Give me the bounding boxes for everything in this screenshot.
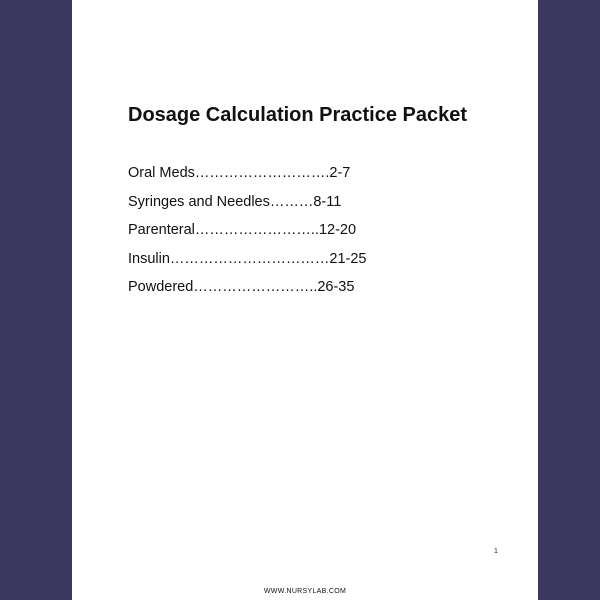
- toc-entry-oral-meds: Oral Meds……………………….2-7: [128, 165, 351, 181]
- document-title: Dosage Calculation Practice Packet: [128, 104, 468, 126]
- table-of-contents: [128, 165, 367, 308]
- toc-entry-powdered: Powdered……………………..26-35: [128, 279, 355, 295]
- toc-entry-parenteral: Parenteral……………………..12-20: [128, 222, 357, 238]
- footer-website: WWW.NURSYLAB.COM: [263, 588, 347, 595]
- document-page: [72, 0, 538, 600]
- toc-entry-insulin: Insulin……………………………21-25: [128, 250, 367, 267]
- page-number: 1: [494, 548, 498, 555]
- toc-entry-syringes-and-needles: Syringes and Needles………8-11: [128, 193, 342, 210]
